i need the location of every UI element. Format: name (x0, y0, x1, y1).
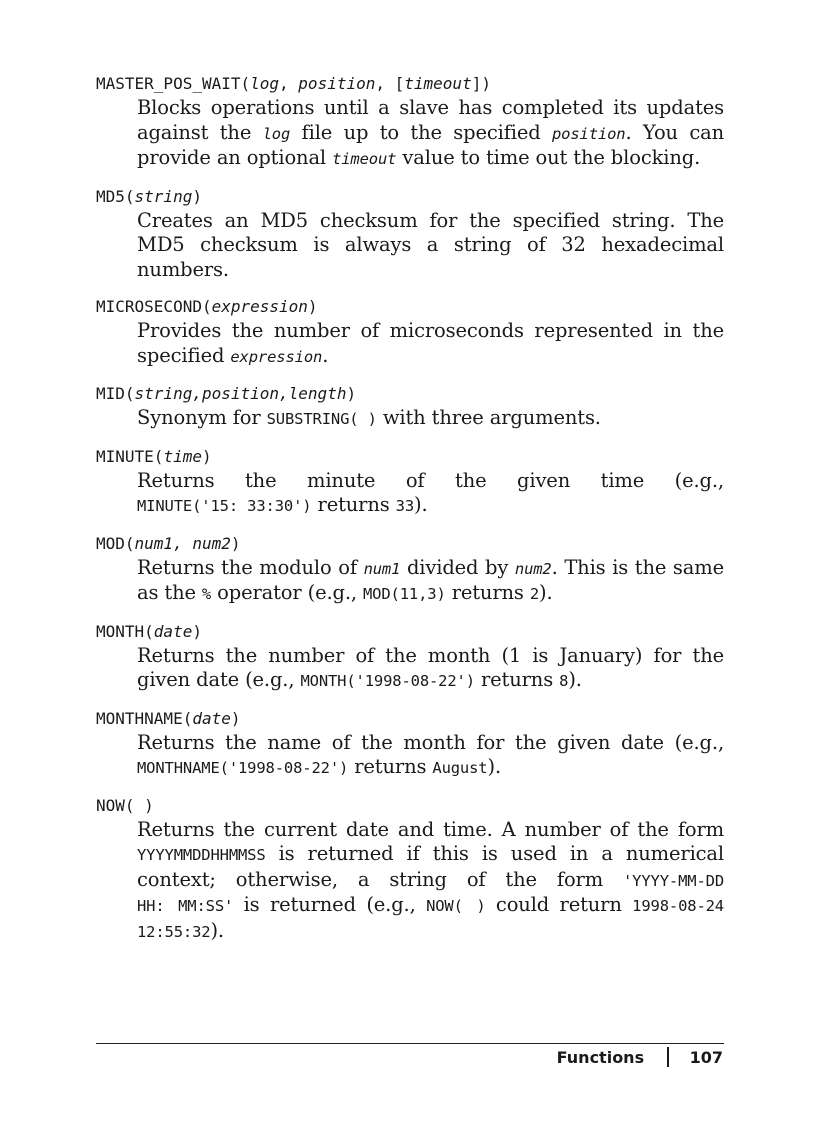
page-footer (557, 1046, 723, 1070)
text-run: Returns the current date and time. A number of the form (137, 817, 724, 841)
text-run: Creates an MD5 checksum for the specified string. The MD5 checksum is always a string of 32 hexadecimal numbers. (137, 208, 724, 281)
code-literal: MONTH('1998-08-22') (300, 672, 475, 690)
text-run: ). (568, 668, 582, 691)
function-entry (96, 707, 724, 781)
function-entry (96, 620, 724, 694)
page-body (96, 72, 724, 957)
function-description (137, 731, 724, 781)
text-run: ) (192, 621, 202, 641)
function-signature (96, 707, 724, 731)
text-run: operator (e.g., (211, 581, 363, 604)
footer-page-number: 107 (689, 1048, 723, 1067)
footer-section-title: Functions (556, 1048, 645, 1067)
argument-name: num1, num2 (134, 533, 231, 553)
text-run: Returns the number of the month (1 is January) for the given date (e.g., (137, 643, 724, 691)
text-run: MD5( (96, 186, 135, 206)
argument-reference: num2 (514, 559, 552, 578)
text-run: ) (346, 384, 357, 403)
text-run: ) (230, 533, 241, 553)
function-signature (96, 185, 724, 209)
text-run: Provides the number of microseconds represented in the specified (137, 319, 724, 367)
text-run: ). (487, 755, 501, 778)
text-run: Returns the modulo of (137, 555, 364, 579)
text-run: . (322, 343, 329, 367)
function-signature (96, 532, 724, 556)
code-literal: SUBSTRING( ) (266, 410, 377, 428)
code-literal: MOD(11,3) (363, 585, 446, 603)
function-entry (96, 185, 724, 283)
text-run: ). (414, 493, 428, 516)
text-run: MASTER_POS_WAIT( (96, 74, 251, 93)
text-run: NOW( ) (96, 795, 154, 815)
text-run: with three arguments. (376, 406, 601, 429)
text-run: Returns the minute of the given time (e.g., (137, 468, 724, 492)
argument-name: timeout (404, 74, 472, 93)
function-entry (96, 445, 724, 519)
text-run: MONTHNAME( (96, 708, 193, 728)
text-run: returns (474, 668, 560, 691)
function-signature (96, 382, 724, 406)
text-run: returns (445, 581, 530, 604)
argument-name: expression (211, 297, 308, 316)
text-run: is returned if this is used in a numerical context; otherwise, a string of the form (137, 842, 724, 891)
text-run: MID( (96, 384, 135, 403)
text-run: . This is the same as the (137, 555, 724, 604)
function-entry (96, 72, 724, 172)
text-run: returns (348, 755, 433, 778)
footer-rule (96, 1043, 724, 1044)
function-description (137, 644, 724, 694)
function-entry (96, 295, 724, 369)
function-description (137, 469, 724, 519)
argument-reference: num1 (363, 559, 401, 578)
text-run: ]) (471, 74, 491, 93)
function-entry (96, 532, 724, 607)
argument-name: time (163, 446, 202, 466)
function-signature (96, 620, 724, 644)
function-description (137, 818, 724, 945)
text-run: is returned (e.g., (233, 893, 427, 916)
text-run: value to time out the blocking. (396, 146, 701, 169)
argument-reference: timeout (332, 150, 397, 168)
text-run: ) (230, 708, 241, 728)
text-run: could return (485, 893, 633, 916)
text-run: ) (307, 297, 318, 316)
code-literal: NOW( ) (426, 897, 486, 915)
text-run: Blocks operations until a slave has completed its updates against the (137, 96, 724, 144)
text-run: , [ (375, 74, 405, 93)
code-literal: 1998-08-24 12:55:32 (137, 897, 724, 941)
text-run: ) (192, 186, 202, 206)
function-signature (96, 295, 724, 319)
text-run: Synonym for (137, 406, 267, 429)
code-literal: August (432, 759, 488, 777)
text-run: divided by (400, 555, 515, 579)
code-literal: % (201, 585, 212, 603)
code-literal: MINUTE('15: 33:30') (137, 497, 312, 515)
argument-name: position (298, 74, 376, 93)
argument-reference: expression (230, 347, 323, 366)
argument-name: date (153, 621, 193, 641)
function-description (137, 209, 724, 283)
code-literal: MONTHNAME('1998-08-22') (137, 759, 349, 777)
argument-reference: position (552, 124, 626, 143)
code-literal: 2 (529, 585, 540, 603)
code-literal: 8 (559, 672, 569, 690)
text-run: ). (539, 581, 553, 604)
function-signature (96, 72, 724, 96)
footer-separator (667, 1047, 669, 1067)
text-run: , (279, 74, 299, 93)
text-run: MINUTE( (96, 446, 164, 466)
text-run: returns (311, 493, 396, 516)
text-run: ). (210, 918, 224, 942)
function-description (137, 556, 724, 607)
argument-reference: log (262, 124, 291, 143)
text-run: . You can provide an optional (137, 120, 724, 169)
text-run: MONTH( (96, 621, 154, 641)
function-entry (96, 382, 724, 432)
code-literal: 'YYYY-MM-DD HH: MM:SS' (137, 871, 724, 915)
function-signature (96, 445, 724, 469)
argument-name: string,position,length (134, 384, 347, 403)
text-run: Returns the name of the month for the given date (e.g., (137, 730, 724, 754)
code-literal: YYYYMMDDHHMMSS (137, 846, 266, 864)
function-description (137, 96, 724, 172)
function-signature (96, 794, 724, 818)
argument-name: log (250, 74, 280, 93)
argument-name: string (134, 186, 193, 206)
text-run: MICROSECOND( (96, 297, 212, 316)
text-run: MOD( (96, 533, 135, 553)
code-literal: 33 (395, 497, 415, 515)
function-entry (96, 794, 724, 945)
function-description (137, 319, 724, 369)
function-description (137, 406, 724, 432)
text-run: file up to the specified (290, 120, 552, 144)
text-run: ) (201, 446, 212, 466)
argument-name: date (192, 708, 231, 728)
